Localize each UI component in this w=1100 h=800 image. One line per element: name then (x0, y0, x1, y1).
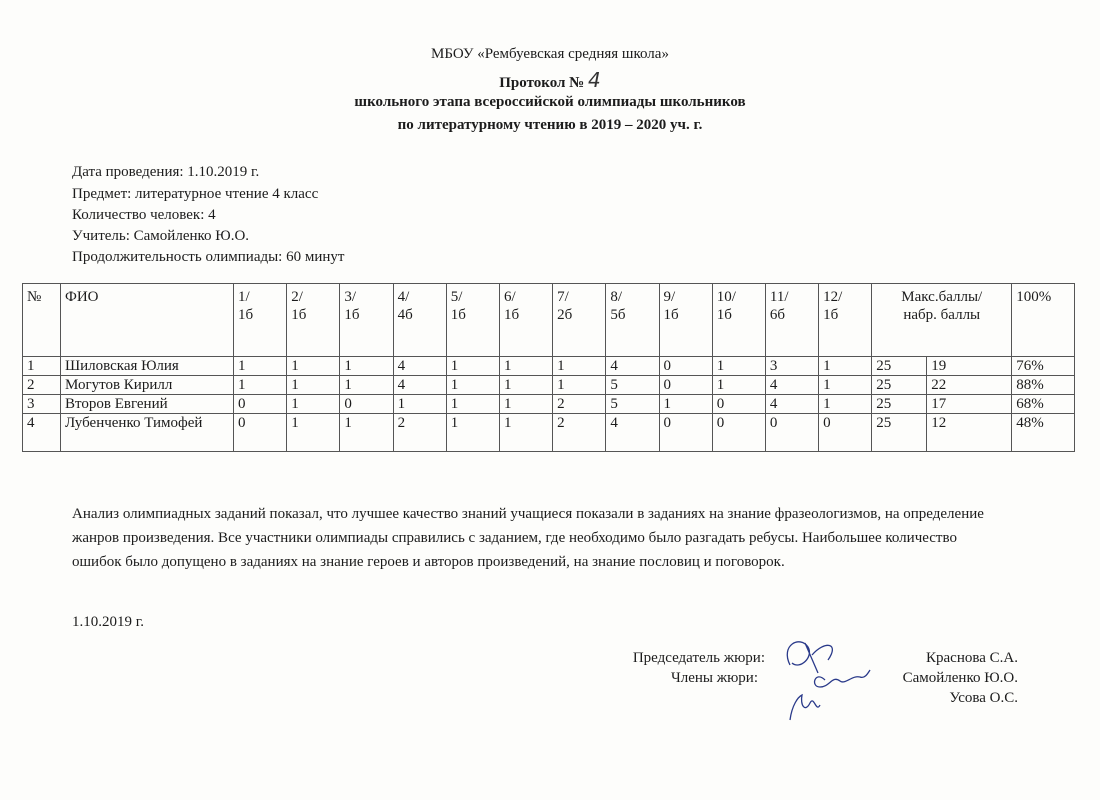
student-name: Могутов Кирилл (61, 376, 234, 395)
column-header: 100% (1012, 284, 1075, 357)
column-header: 3/ 1б (340, 284, 393, 357)
score-cell: 5 (606, 395, 659, 414)
column-header: 12/ 1б (819, 284, 872, 357)
column-header: 7/ 2б (553, 284, 606, 357)
score-cell: 0 (659, 414, 712, 452)
score-cell: 1 (499, 395, 552, 414)
protocol-heading (0, 68, 1100, 92)
score-cell: 1 (499, 357, 552, 376)
score-cell: 4 (765, 395, 818, 414)
column-header: 4/ 4б (393, 284, 446, 357)
info-date: Дата проведения: 1.10.2019 г. (72, 164, 260, 180)
score-cell: 4 (606, 357, 659, 376)
handwritten-signatures (770, 625, 880, 725)
table-row (23, 357, 1075, 376)
member-1-name: Самойленко Ю.О. (902, 670, 1018, 686)
score-cell: 4 (393, 376, 446, 395)
score-cell: 1 (287, 395, 340, 414)
info-duration: Продолжительность олимпиады: 60 минут (72, 249, 345, 265)
results-table (22, 283, 1075, 452)
signing-date: 1.10.2019 г. (72, 614, 144, 630)
info-count: Количество человек: 4 (72, 207, 216, 223)
score-cell: 1 (819, 395, 872, 414)
row-number: 4 (23, 414, 61, 452)
column-header: ФИО (61, 284, 234, 357)
score-cell: 1 (712, 357, 765, 376)
score-cell: 4 (765, 376, 818, 395)
protocol-label: Протокол № (499, 75, 585, 91)
score-cell: 5 (606, 376, 659, 395)
score-cell: 1 (287, 376, 340, 395)
score-cell: 1 (446, 395, 499, 414)
student-name: Второв Евгений (61, 395, 234, 414)
score-cell: 4 (606, 414, 659, 452)
score-cell: 1 (234, 376, 287, 395)
chair-label: Председатель жюри: (632, 650, 765, 666)
score-cell: 1 (446, 357, 499, 376)
column-header: 6/ 1б (499, 284, 552, 357)
score-cell: 1 (287, 414, 340, 452)
score-cell: 1 (819, 376, 872, 395)
score-cell: 1 (234, 357, 287, 376)
column-header: 11/ 6б (765, 284, 818, 357)
student-name: Лубенченко Тимофей (61, 414, 234, 452)
score-cell: 1 (499, 414, 552, 452)
score-cell: 1 (340, 414, 393, 452)
score-cell: 1 (819, 357, 872, 376)
chair-name: Краснова С.А. (926, 650, 1018, 666)
score-cell: 2 (553, 395, 606, 414)
score-cell: 12 (927, 414, 1012, 452)
score-cell: 3 (765, 357, 818, 376)
score-cell: 0 (234, 414, 287, 452)
table-header-row (23, 284, 1075, 357)
score-cell: 25 (872, 395, 927, 414)
info-teacher: Учитель: Самойленко Ю.О. (72, 228, 250, 244)
score-cell: 68% (1012, 395, 1075, 414)
table-row (23, 395, 1075, 414)
score-cell: 76% (1012, 357, 1075, 376)
score-cell: 2 (393, 414, 446, 452)
table-row (23, 376, 1075, 395)
row-number: 2 (23, 376, 61, 395)
score-cell: 0 (819, 414, 872, 452)
analysis-text: Анализ олимпиадных заданий показал, что лучшее качество знаний учащиеся показали в заданиях на знание фразеологизмов, на определение жанров произведения. Все участники олимпиады справились с заданием, где необходимо было разгадать ребусы. Наибольшее количество ошибок было допущено в заданиях на знание героев и авторов произведений, на знание пословиц и поговорок. (72, 506, 984, 570)
score-cell: 0 (234, 395, 287, 414)
score-cell: 25 (872, 414, 927, 452)
column-header: 10/ 1б (712, 284, 765, 357)
score-cell: 88% (1012, 376, 1075, 395)
title-line-1: школьного этапа всероссийской олимпиады школьников (354, 94, 746, 110)
score-cell: 19 (927, 357, 1012, 376)
members-label: Члены жюри: (670, 670, 758, 686)
score-cell: 48% (1012, 414, 1075, 452)
score-cell: 22 (927, 376, 1012, 395)
column-header: 2/ 1б (287, 284, 340, 357)
column-header: 9/ 1б (659, 284, 712, 357)
score-cell: 1 (553, 357, 606, 376)
score-cell: 1 (553, 376, 606, 395)
score-cell: 1 (340, 357, 393, 376)
row-number: 3 (23, 395, 61, 414)
column-header: 5/ 1б (446, 284, 499, 357)
score-cell: 0 (765, 414, 818, 452)
score-cell: 1 (712, 376, 765, 395)
score-cell: 25 (872, 376, 927, 395)
score-cell: 17 (927, 395, 1012, 414)
member-2-name: Усова О.С. (949, 690, 1018, 706)
score-cell: 1 (340, 376, 393, 395)
row-number: 1 (23, 357, 61, 376)
score-cell: 0 (340, 395, 393, 414)
column-header: № (23, 284, 61, 357)
info-subject: Предмет: литературное чтение 4 класс (72, 186, 319, 202)
score-cell: 1 (393, 395, 446, 414)
protocol-number: 4 (587, 68, 601, 92)
column-header: Макс.баллы/ набр. баллы (872, 284, 1012, 357)
school-name: МБОУ «Рембуевская средняя школа» (431, 46, 669, 62)
score-cell: 1 (446, 376, 499, 395)
score-cell: 1 (287, 357, 340, 376)
column-header: 8/ 5б (606, 284, 659, 357)
title-line-2: по литературному чтению в 2019 – 2020 уч. г. (397, 117, 703, 133)
student-name: Шиловская Юлия (61, 357, 234, 376)
score-cell: 0 (712, 414, 765, 452)
table-row (23, 414, 1075, 452)
score-cell: 0 (712, 395, 765, 414)
score-cell: 4 (393, 357, 446, 376)
column-header: 1/ 1б (234, 284, 287, 357)
score-cell: 0 (659, 357, 712, 376)
score-cell: 2 (553, 414, 606, 452)
score-cell: 1 (446, 414, 499, 452)
score-cell: 1 (499, 376, 552, 395)
score-cell: 1 (659, 395, 712, 414)
score-cell: 25 (872, 357, 927, 376)
score-cell: 0 (659, 376, 712, 395)
